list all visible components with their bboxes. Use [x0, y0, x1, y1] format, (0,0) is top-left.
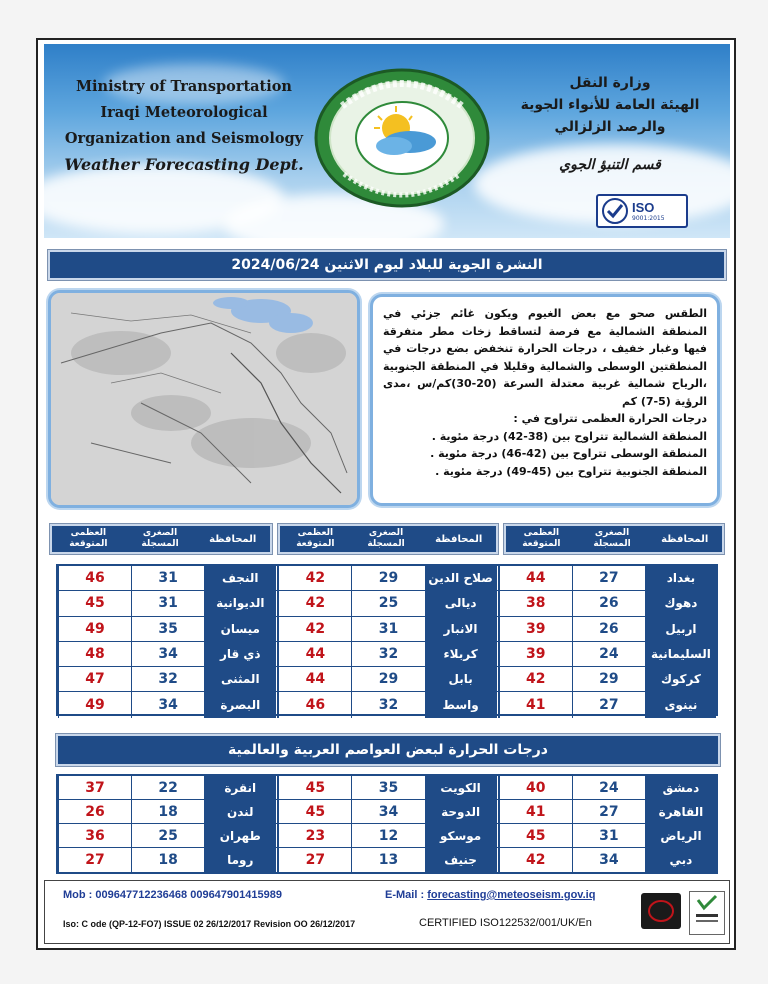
certification-line: CERTIFIED ISO122532/001/UK/En	[419, 917, 592, 929]
cell-location: الديوانية	[204, 591, 275, 615]
cell-min-temp: 27	[572, 800, 645, 823]
cell-min-temp: 13	[351, 848, 424, 872]
bulletin-title-bar: النشرة الجوية للبلاد ليوم الاثنين 2024/06/24	[48, 250, 726, 280]
cell-max-temp: 42	[499, 848, 572, 872]
en-org-line2: Organization and Seismology	[64, 130, 304, 147]
group-divider	[275, 776, 278, 799]
organization-seal-logo	[312, 66, 492, 210]
cell-max-temp: 37	[58, 776, 131, 799]
cell-location: دهوك	[645, 591, 716, 615]
group-divider	[275, 617, 278, 641]
cell-max-temp: 49	[58, 692, 131, 717]
forecast-temp-intro: درجات الحرارة العظمى تتراوح في :	[513, 412, 707, 425]
cell-min-temp: 34	[131, 692, 204, 717]
english-org-name	[64, 74, 304, 178]
cell-max-temp: 45	[278, 776, 351, 799]
cell-max-temp: 45	[58, 591, 131, 615]
cell-max-temp: 41	[499, 800, 572, 823]
ar-org-line1: الهيئة العامة للأنواء الجوية	[520, 97, 700, 113]
cell-max-temp: 41	[499, 692, 572, 717]
table-row	[58, 566, 716, 591]
header-province: المحافظة	[435, 533, 483, 545]
group-divider	[496, 642, 499, 666]
forecast-temp-central: المنطقة الوسطى تتراوح بين (42-46) درجة مئوية .	[430, 447, 707, 460]
email-label: E-Mail :	[385, 889, 425, 901]
satellite-map	[48, 290, 360, 508]
province-header-group-2	[278, 524, 498, 554]
cell-max-temp: 27	[58, 848, 131, 872]
cell-location: المثنى	[204, 667, 275, 691]
cell-min-temp: 18	[131, 800, 204, 823]
group-divider	[496, 566, 499, 590]
cell-min-temp: 27	[572, 566, 645, 590]
cell-max-temp: 49	[58, 617, 131, 641]
group-divider	[275, 848, 278, 872]
iso-label: ISO	[632, 200, 655, 215]
table-row	[58, 642, 716, 667]
group-divider	[496, 800, 499, 823]
cell-min-temp: 32	[351, 692, 424, 717]
arabic-org-name	[510, 72, 710, 176]
table-row	[58, 824, 716, 848]
header-min: الصغرى المسجلة	[367, 528, 405, 549]
forecast-temp-north: المنطقة الشمالية تتراوح بين (38-42) درجة مئوية .	[431, 429, 707, 443]
header-max: العظمى المتوقعة	[296, 528, 335, 549]
cell-location: لندن	[204, 800, 275, 823]
group-divider	[496, 667, 499, 691]
header-min: الصغرى المسجلة	[593, 528, 631, 549]
en-org-line1: Iraqi Meteorological	[100, 104, 268, 121]
cell-min-temp: 26	[572, 591, 645, 615]
cell-max-temp: 42	[499, 667, 572, 691]
group-divider	[496, 776, 499, 799]
cell-location: اربيل	[645, 617, 716, 641]
cell-location: النجف	[204, 566, 275, 590]
cell-max-temp: 38	[499, 591, 572, 615]
province-header-group-3	[50, 524, 272, 554]
cell-min-temp: 18	[131, 848, 204, 872]
group-divider	[275, 642, 278, 666]
iraq-map-image	[51, 293, 357, 505]
cell-location: صلاح الدين	[425, 566, 496, 590]
cell-location: دمشق	[645, 776, 716, 799]
iso-check-icon	[600, 196, 630, 226]
cell-max-temp: 47	[58, 667, 131, 691]
cell-location: طهران	[204, 824, 275, 847]
ar-ministry: وزارة النقل	[569, 75, 651, 91]
cell-min-temp: 34	[351, 800, 424, 823]
cell-min-temp: 26	[572, 617, 645, 641]
cell-location: ذي قار	[204, 642, 275, 666]
cell-location: واسط	[425, 692, 496, 717]
cell-min-temp: 25	[131, 824, 204, 847]
cell-min-temp: 31	[131, 566, 204, 590]
cell-max-temp: 42	[278, 566, 351, 590]
table-row	[58, 591, 716, 616]
forecast-description	[370, 294, 720, 506]
footer-logo-icon	[641, 893, 681, 929]
cell-min-temp: 31	[572, 824, 645, 847]
mob-label: Mob :	[63, 889, 93, 901]
cell-max-temp: 36	[58, 824, 131, 847]
cell-location: روما	[204, 848, 275, 872]
group-divider	[496, 617, 499, 641]
cell-location: البصرة	[204, 692, 275, 717]
header-max: العظمى المتوقعة	[522, 528, 561, 549]
cell-location: القاهرة	[645, 800, 716, 823]
footer	[44, 880, 730, 944]
cell-max-temp: 45	[499, 824, 572, 847]
cell-min-temp: 32	[351, 642, 424, 666]
cell-location: ميسان	[204, 617, 275, 641]
header-max: العظمى المتوقعة	[69, 528, 108, 549]
cell-location: الكويت	[425, 776, 496, 799]
cell-min-temp: 29	[351, 667, 424, 691]
cell-max-temp: 39	[499, 617, 572, 641]
en-dept: Weather Forecasting Dept.	[64, 155, 304, 174]
group-divider	[496, 848, 499, 872]
cell-min-temp: 12	[351, 824, 424, 847]
cell-location: الانبار	[425, 617, 496, 641]
forecast-paragraph: الطقس صحو مع بعض الغيوم ويكون غائم جزئي في المنطقة الشمالية مع فرصة لتساقط زخات مطر متفرقة فيها وغبار خفيف ، درجات الحرارة تنخفض بضع درجات في المنطقتين الوسطى والشمالية وقليلا في المنطقة الجنوبية ،الرياح شمالية غربية معتدلة السرعة (20-30)كم/س ،مدى الرؤية (5-7) كم	[383, 307, 707, 408]
group-divider	[275, 692, 278, 717]
bulletin-sheet	[36, 38, 736, 950]
document-code: Iso: C ode (QP-12-FO7) ISSUE 02 26/12/2017 Revision OO 26/12/2017	[63, 919, 356, 929]
ar-org-line2: والرصد الزلزالي	[554, 119, 666, 135]
cell-max-temp: 40	[499, 776, 572, 799]
world-capitals-table	[56, 774, 718, 874]
email-contact	[385, 889, 595, 901]
cell-max-temp: 27	[278, 848, 351, 872]
cell-max-temp: 44	[499, 566, 572, 590]
cell-location: كربلاء	[425, 642, 496, 666]
cell-max-temp: 44	[278, 667, 351, 691]
cell-location: دبي	[645, 848, 716, 872]
group-divider	[496, 692, 499, 717]
table-row	[58, 848, 716, 872]
email-link[interactable]: forecasting@meteoseism.gov.iq	[427, 889, 596, 901]
cell-max-temp: 45	[278, 800, 351, 823]
cell-max-temp: 39	[499, 642, 572, 666]
en-ministry: Ministry of Transportation	[76, 78, 292, 95]
cell-min-temp: 31	[131, 591, 204, 615]
cell-location: ديالى	[425, 591, 496, 615]
cell-min-temp: 34	[572, 848, 645, 872]
cell-location: جنيف	[425, 848, 496, 872]
iso-sub-label: 9001:2015	[632, 215, 665, 222]
cell-min-temp: 31	[351, 617, 424, 641]
mobile-numbers	[63, 889, 282, 901]
cell-min-temp: 35	[131, 617, 204, 641]
group-divider	[275, 667, 278, 691]
province-temperature-table	[56, 564, 718, 716]
group-divider	[496, 824, 499, 847]
table-row	[58, 692, 716, 717]
cell-max-temp: 42	[278, 591, 351, 615]
group-divider	[275, 824, 278, 847]
cell-min-temp: 34	[131, 642, 204, 666]
header-banner	[44, 44, 730, 238]
cell-max-temp: 46	[278, 692, 351, 717]
table-row	[58, 800, 716, 824]
cell-min-temp: 27	[572, 692, 645, 717]
table-row	[58, 776, 716, 800]
group-divider	[275, 591, 278, 615]
cell-min-temp: 29	[351, 566, 424, 590]
header-min: الصغرى المسجلة	[141, 528, 179, 549]
ukas-logo-icon	[689, 891, 725, 935]
header-province: المحافظة	[209, 533, 257, 545]
cell-max-temp: 23	[278, 824, 351, 847]
cell-location: الرياض	[645, 824, 716, 847]
forecast-temp-south: المنطقة الجنوبية تتراوح بين (45-49) درجة مئوية .	[435, 464, 707, 478]
cell-min-temp: 24	[572, 642, 645, 666]
cell-location: بابل	[425, 667, 496, 691]
group-divider	[496, 591, 499, 615]
cell-min-temp: 35	[351, 776, 424, 799]
cell-location: كركوك	[645, 667, 716, 691]
cell-location: السليمانية	[645, 642, 716, 666]
iso-certification-badge	[596, 194, 688, 228]
cell-location: موسكو	[425, 824, 496, 847]
cell-location: بغداد	[645, 566, 716, 590]
cell-max-temp: 26	[58, 800, 131, 823]
cell-max-temp: 44	[278, 642, 351, 666]
cell-location: نينوى	[645, 692, 716, 717]
cell-max-temp: 42	[278, 617, 351, 641]
cell-location: انقرة	[204, 776, 275, 799]
table-row	[58, 667, 716, 692]
table-row	[58, 617, 716, 642]
cell-min-temp: 24	[572, 776, 645, 799]
group-divider	[275, 800, 278, 823]
ar-dept: قسم التنبؤ الجوي	[559, 157, 661, 173]
cell-min-temp: 22	[131, 776, 204, 799]
cell-min-temp: 32	[131, 667, 204, 691]
group-divider	[275, 566, 278, 590]
mob-values: 009647712236468 009647901415989	[95, 889, 282, 901]
cell-max-temp: 48	[58, 642, 131, 666]
header-province: المحافظة	[661, 533, 709, 545]
cell-min-temp: 25	[351, 591, 424, 615]
province-header-group-1	[504, 524, 724, 554]
cell-max-temp: 46	[58, 566, 131, 590]
world-capitals-title-bar: درجات الحرارة لبعض العواصم العربية والعالمية	[56, 734, 720, 766]
cell-min-temp: 29	[572, 667, 645, 691]
cell-location: الدوحة	[425, 800, 496, 823]
